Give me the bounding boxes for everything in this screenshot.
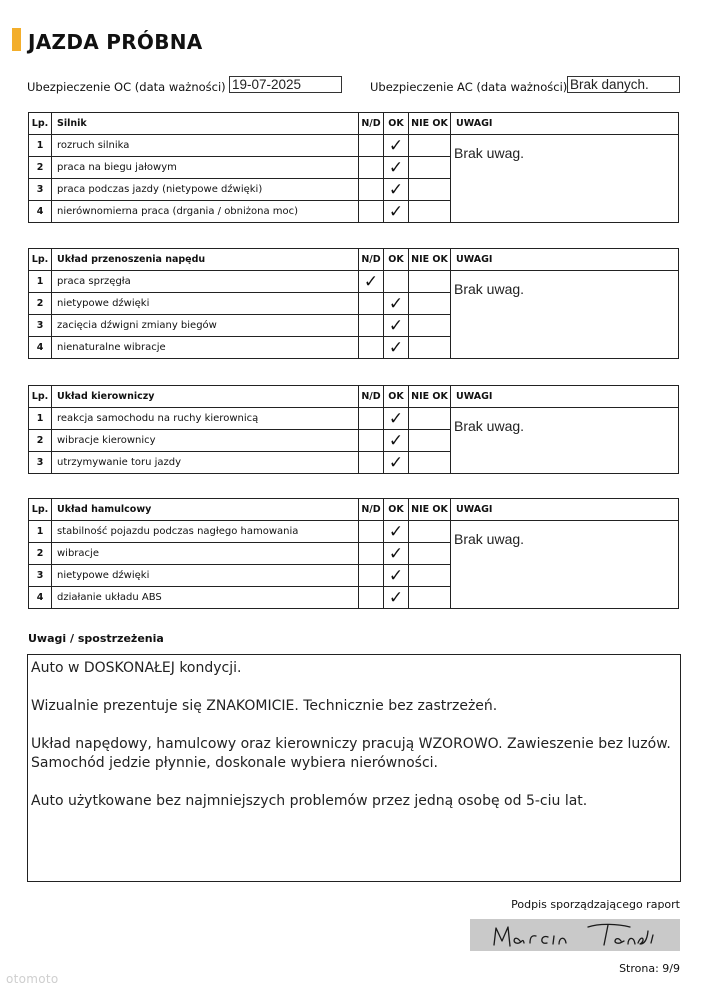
ok-checkbox: ✓ <box>384 157 409 179</box>
nd-checkbox: ✓ <box>359 271 384 293</box>
col-lp: Lp. <box>29 386 52 408</box>
row-number: 1 <box>29 521 52 543</box>
col-lp: Lp. <box>29 249 52 271</box>
signature-box <box>470 919 680 951</box>
row-number: 4 <box>29 201 52 223</box>
row-label: reakcja samochodu na ruchy kierownicą <box>52 408 359 430</box>
ok-checkbox: ✓ <box>384 293 409 315</box>
nd-checkbox <box>359 157 384 179</box>
nie-ok-checkbox <box>409 587 451 609</box>
checklist-table <box>28 248 679 359</box>
row-number: 1 <box>29 271 52 293</box>
row-label: nierównomierna praca (drgania / obniżona moc) <box>52 201 359 223</box>
ok-checkbox: ✓ <box>384 430 409 452</box>
ok-checkbox: ✓ <box>384 315 409 337</box>
col-nd: N/D <box>359 499 384 521</box>
checklist-table <box>28 385 679 474</box>
row-number: 2 <box>29 293 52 315</box>
row-number: 1 <box>29 135 52 157</box>
ok-checkbox: ✓ <box>384 543 409 565</box>
row-label: stabilność pojazdu podczas nagłego hamowania <box>52 521 359 543</box>
row-number: 3 <box>29 452 52 474</box>
nd-checkbox <box>359 179 384 201</box>
col-nie-ok: NIE OK <box>409 386 451 408</box>
col-nie-ok: NIE OK <box>409 499 451 521</box>
nie-ok-checkbox <box>409 543 451 565</box>
row-label: wibracje <box>52 543 359 565</box>
notes-cell: Brak uwag. <box>451 135 679 223</box>
col-ok: OK <box>384 499 409 521</box>
nd-checkbox <box>359 587 384 609</box>
row-number: 2 <box>29 430 52 452</box>
row-label: nietypowe dźwięki <box>52 565 359 587</box>
col-uwagi: UWAGI <box>451 386 679 408</box>
col-nd: N/D <box>359 386 384 408</box>
remarks-box <box>27 654 681 882</box>
nd-checkbox <box>359 408 384 430</box>
ok-checkbox: ✓ <box>384 565 409 587</box>
nie-ok-checkbox <box>409 293 451 315</box>
ac-insurance-field: Brak danych. <box>567 76 680 93</box>
col-uwagi: UWAGI <box>451 249 679 271</box>
title-accent-bar <box>12 28 21 51</box>
nie-ok-checkbox <box>409 337 451 359</box>
row-number: 1 <box>29 408 52 430</box>
col-lp: Lp. <box>29 499 52 521</box>
watermark: otomoto <box>6 972 59 986</box>
ok-checkbox: ✓ <box>384 135 409 157</box>
row-number: 2 <box>29 543 52 565</box>
row-label: utrzymywanie toru jazdy <box>52 452 359 474</box>
ac-insurance-label: Ubezpieczenie AC (data ważności) <box>370 80 568 94</box>
nie-ok-checkbox <box>409 430 451 452</box>
row-label: zacięcia dźwigni zmiany biegów <box>52 315 359 337</box>
table-header-row <box>29 386 679 408</box>
remarks-paragraph: Układ napędowy, hamulcowy oraz kierowniczy pracują WZOROWO. Zawieszenie bez luzów. Samochód jedzie płynnie, doskonale wybiera nierówności. <box>31 736 671 771</box>
ok-checkbox: ✓ <box>384 408 409 430</box>
table-row <box>29 408 679 430</box>
notes-cell: Brak uwag. <box>451 408 679 474</box>
table-row <box>29 135 679 157</box>
row-number: 3 <box>29 179 52 201</box>
nd-checkbox <box>359 543 384 565</box>
section-title: Silnik <box>52 113 359 135</box>
row-label: nietypowe dźwięki <box>52 293 359 315</box>
nie-ok-checkbox <box>409 135 451 157</box>
nd-checkbox <box>359 315 384 337</box>
row-number: 4 <box>29 587 52 609</box>
row-label: rozruch silnika <box>52 135 359 157</box>
nie-ok-checkbox <box>409 315 451 337</box>
nie-ok-checkbox <box>409 271 451 293</box>
row-number: 2 <box>29 157 52 179</box>
table-row <box>29 521 679 543</box>
ok-checkbox <box>384 271 409 293</box>
nie-ok-checkbox <box>409 521 451 543</box>
table-header-row <box>29 499 679 521</box>
checklist-table <box>28 112 679 223</box>
col-uwagi: UWAGI <box>451 499 679 521</box>
nie-ok-checkbox <box>409 408 451 430</box>
nie-ok-checkbox <box>409 565 451 587</box>
nd-checkbox <box>359 293 384 315</box>
row-label: wibracje kierownicy <box>52 430 359 452</box>
col-nd: N/D <box>359 249 384 271</box>
col-uwagi: UWAGI <box>451 113 679 135</box>
row-label: praca sprzęgła <box>52 271 359 293</box>
col-lp: Lp. <box>29 113 52 135</box>
nie-ok-checkbox <box>409 179 451 201</box>
table-header-row <box>29 113 679 135</box>
row-number: 3 <box>29 565 52 587</box>
nd-checkbox <box>359 521 384 543</box>
checklist-table <box>28 498 679 609</box>
ok-checkbox: ✓ <box>384 452 409 474</box>
row-number: 4 <box>29 337 52 359</box>
nd-checkbox <box>359 135 384 157</box>
col-nie-ok: NIE OK <box>409 113 451 135</box>
nie-ok-checkbox <box>409 157 451 179</box>
row-label: nienaturalne wibracje <box>52 337 359 359</box>
nd-checkbox <box>359 565 384 587</box>
oc-insurance-label: Ubezpieczenie OC (data ważności) <box>27 80 226 94</box>
nie-ok-checkbox <box>409 201 451 223</box>
remarks-paragraph: Wizualnie prezentuje się ZNAKOMICIE. Technicznie bez zastrzeżeń. <box>31 698 498 714</box>
nd-checkbox <box>359 337 384 359</box>
remarks-heading: Uwagi / spostrzeżenia <box>28 632 164 645</box>
oc-insurance-field: 19-07-2025 <box>229 76 342 93</box>
signature-label: Podpis sporządzającego raport <box>511 898 680 911</box>
nd-checkbox <box>359 452 384 474</box>
row-label: działanie układu ABS <box>52 587 359 609</box>
notes-cell: Brak uwag. <box>451 271 679 359</box>
nd-checkbox <box>359 201 384 223</box>
col-ok: OK <box>384 113 409 135</box>
page-number: Strona: 9/9 <box>619 962 680 975</box>
col-nie-ok: NIE OK <box>409 249 451 271</box>
table-header-row <box>29 249 679 271</box>
page-title: JAZDA PRÓBNA <box>28 30 203 54</box>
section-title: Układ przenoszenia napędu <box>52 249 359 271</box>
remarks-paragraph: Auto użytkowane bez najmniejszych problemów przez jedną osobę od 5-ciu lat. <box>31 793 588 809</box>
col-nd: N/D <box>359 113 384 135</box>
row-label: praca podczas jazdy (nietypowe dźwięki) <box>52 179 359 201</box>
col-ok: OK <box>384 386 409 408</box>
ok-checkbox: ✓ <box>384 521 409 543</box>
ok-checkbox: ✓ <box>384 587 409 609</box>
remarks-paragraph: Auto w DOSKONAŁEJ kondycji. <box>31 660 242 676</box>
row-number: 3 <box>29 315 52 337</box>
nie-ok-checkbox <box>409 452 451 474</box>
ok-checkbox: ✓ <box>384 337 409 359</box>
col-ok: OK <box>384 249 409 271</box>
row-label: praca na biegu jałowym <box>52 157 359 179</box>
nd-checkbox <box>359 430 384 452</box>
section-title: Układ kierowniczy <box>52 386 359 408</box>
ok-checkbox: ✓ <box>384 179 409 201</box>
section-title: Układ hamulcowy <box>52 499 359 521</box>
handwritten-signature <box>470 919 680 951</box>
notes-cell: Brak uwag. <box>451 521 679 609</box>
ok-checkbox: ✓ <box>384 201 409 223</box>
table-row <box>29 271 679 293</box>
